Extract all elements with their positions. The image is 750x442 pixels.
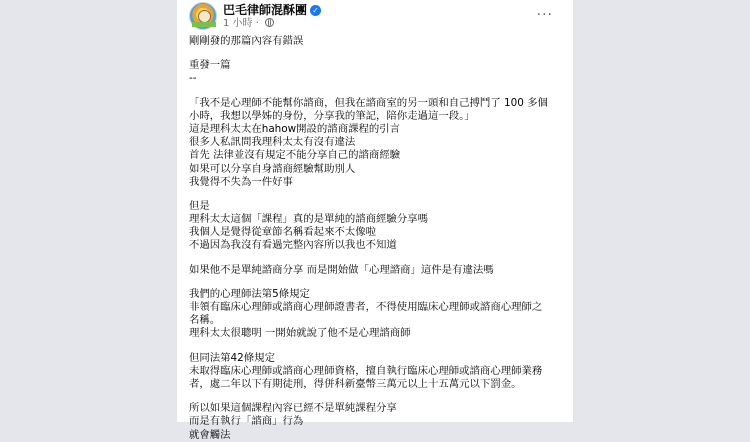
post-header [189, 2, 561, 32]
more-options-icon[interactable]: ··· [536, 7, 553, 23]
post-text-line: 就會觸法 [189, 428, 231, 441]
post-text-line: 而是有執行「諮商」行為 [189, 415, 304, 428]
author-name[interactable]: 巴毛律師混酥團 [223, 3, 308, 17]
post-text-line: -- [189, 72, 197, 85]
author-name-row [223, 3, 321, 17]
paragraph-gap [189, 48, 567, 59]
paragraph-gap [189, 189, 567, 200]
paragraph-gap [189, 277, 567, 288]
post-text-line: 剛剛發的那篇內容有錯誤 [189, 35, 304, 47]
post-text-line: 名稱。 [189, 314, 221, 327]
post-text-line: 很多人私訊問我理科太太有沒有違法 [189, 136, 356, 149]
paragraph-gap [189, 86, 567, 97]
facebook-post [177, 0, 573, 441]
post-meta [223, 18, 274, 30]
author-avatar[interactable] [189, 2, 217, 30]
post-text-line: 如果可以分享自身諮商經驗幫助別人 [189, 162, 356, 175]
post-text-line: 重發一篇 [189, 59, 231, 72]
post-text-line: 不過因為我沒有看過完整內容所以我也不知道 [189, 239, 397, 252]
public-globe-icon [265, 18, 274, 27]
verified-badge-icon: ✓ [310, 5, 321, 16]
post-time[interactable]: 1 小時 [223, 18, 253, 29]
post-text-line: 首先 法律並沒有規定不能分享自己的諮商經驗 [189, 149, 401, 162]
post-text-line: 如果他不是單純諮商分享 而是開始做「心理諮商」這件是有違法嗎 [189, 263, 494, 276]
post-text-line: 但是 [189, 199, 210, 212]
post-text-line: 理科太太這個「課程」真的是單純的諮商經驗分享嗎 [189, 213, 428, 226]
post-text-line: 者，處二年以下有期徒刑，得併科新臺幣三萬元以上十五萬元以下罰金。 [189, 377, 522, 390]
post-text-line: 我們的心理師法第5條規定 [189, 287, 310, 300]
post-text-line: 小時，我想以學姊的身份，分享我的筆記，陪你走過這一段。」 [189, 109, 475, 122]
post-text-line: 未取得臨床心理師或諮商心理師資格，擅自執行臨床心理師或諮商心理師業務 [189, 364, 543, 377]
post-text-line: 非領有臨床心理師或諮商心理師證書者，不得使用臨床心理師或諮商心理師之 [189, 301, 543, 313]
post-text-line: 所以如果這個課程內容已經不是單純課程分享 [189, 402, 397, 415]
post-text-line: 我覺得不失為一件好事 [189, 175, 293, 188]
avatar-band [192, 22, 216, 27]
post-text-line: 理科太太很聰明 一開始就說了他不是心理諮商師 [189, 327, 411, 340]
meta-separator: · [255, 18, 259, 29]
post-text-line: 但同法第42條規定 [189, 351, 275, 364]
post-text-line: 我個人是覺得從章節名稱看起來不太像啦 [189, 226, 377, 239]
paragraph-gap [189, 341, 567, 352]
paragraph-gap [189, 391, 567, 402]
post-text-line: 「我不是心理師不能幫你諮商，但我在諮商室的另一頭和自己搏鬥了 100 多個 [189, 96, 548, 109]
paragraph-gap [189, 253, 567, 264]
post-body [189, 35, 567, 442]
post-text-line: 這是理科太太在hahow開設的諮商課程的引言 [189, 122, 401, 135]
